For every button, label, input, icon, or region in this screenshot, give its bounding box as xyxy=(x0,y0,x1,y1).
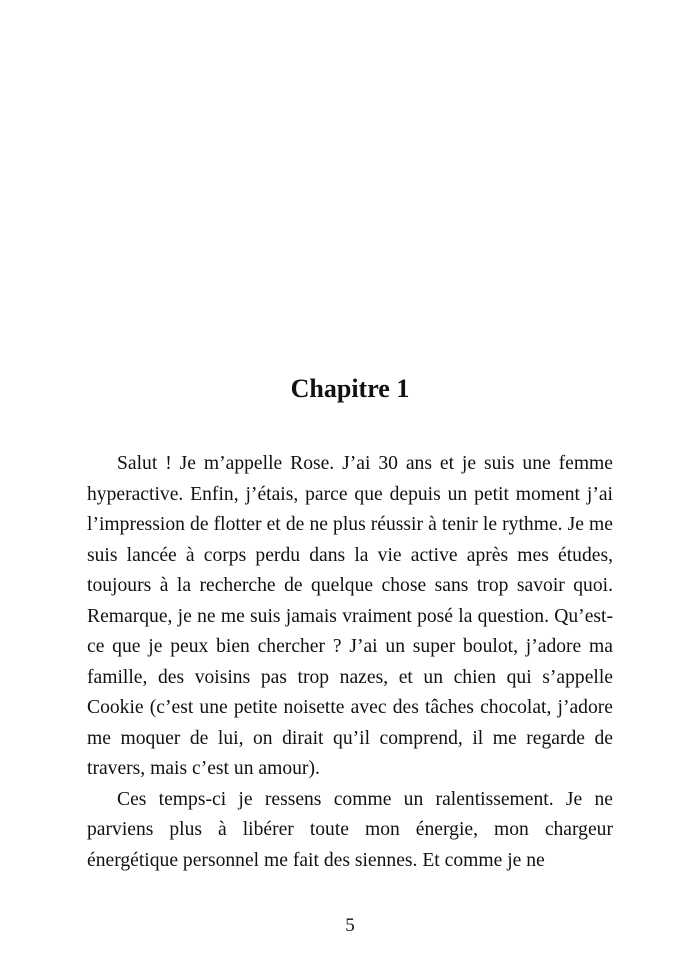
chapter-body xyxy=(87,449,613,876)
chapter-title: Chapitre 1 xyxy=(290,374,410,403)
paragraph: Salut ! Je m’appelle Rose. J’ai 30 ans et je suis une femme hyperactive. Enfin, j’étais, parce que depuis un petit moment j’ai l’impression de flotter et de ne plus réussir à tenir le rythme. Je me suis lancée à corps perdu dans la vie active après mes études, toujours à la recherche de quelque chose sans trop savoir quoi. Remarque, je ne me suis jamais vraiment posé la question. Qu’est-ce que je peux bien chercher ? J’ai un super boulot, j’adore ma famille, des voisins pas trop nazes, et un chien qui s’appelle Cookie (c’est une petite noisette avec des tâches chocolat, j’adore me moquer de lui, on dirait qu’il comprend, il me regarde de travers, mais c’est un amour). xyxy=(87,453,613,779)
page-number: 5 xyxy=(345,915,355,936)
paragraph: Ces temps-ci je ressens comme un ralentissement. Je ne parviens plus à libérer toute mon énergie, mon chargeur énergétique personnel me fait des siennes. Et comme je ne xyxy=(87,788,613,871)
